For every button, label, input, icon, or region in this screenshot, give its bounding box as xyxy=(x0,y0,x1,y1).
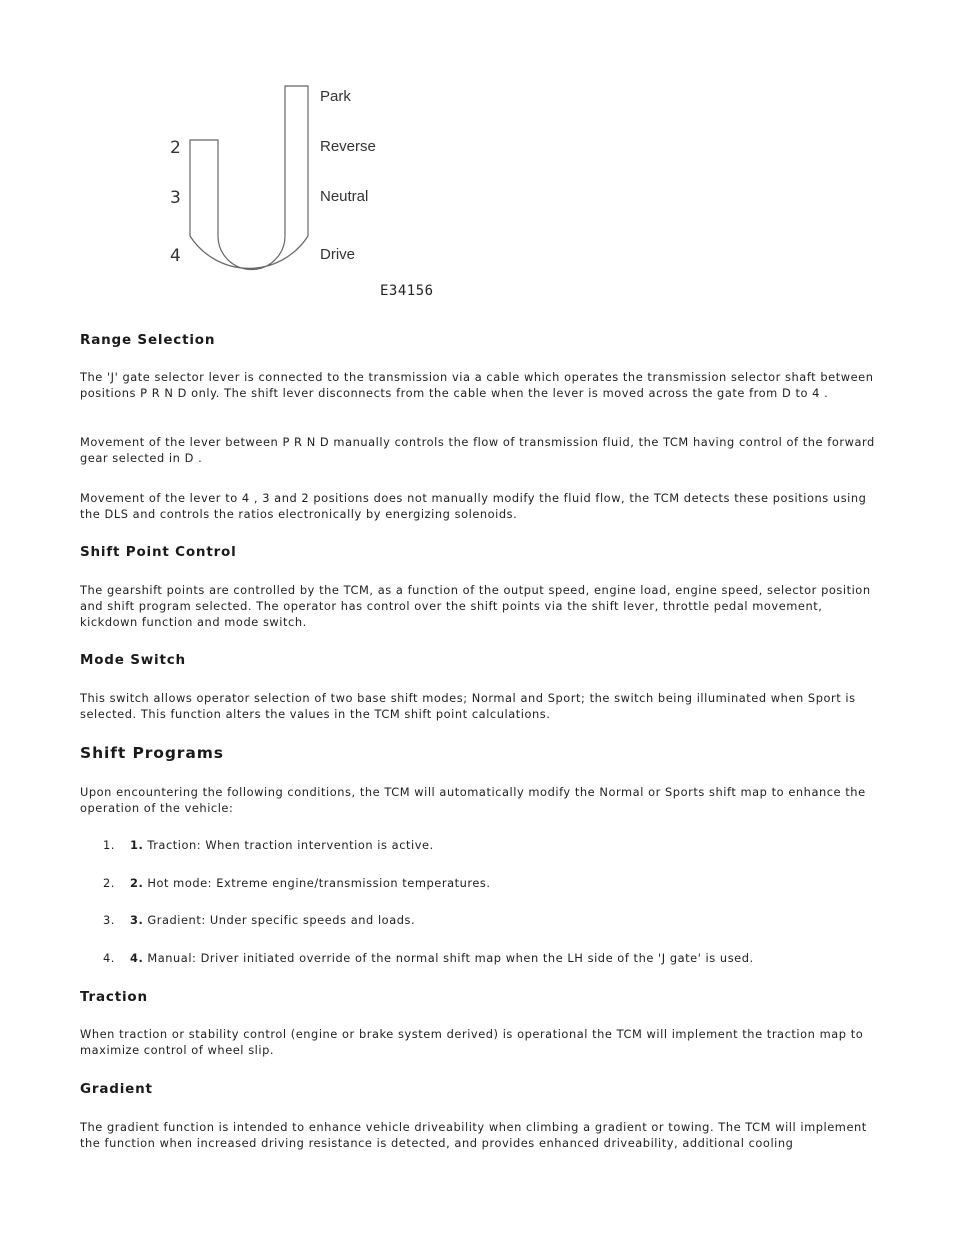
list-item-number: 2. xyxy=(103,876,115,890)
gear-number-4: 4 xyxy=(170,246,181,266)
mode-switch-section xyxy=(80,652,880,668)
list-item-inner-number: 3. xyxy=(130,913,144,927)
shift-programs-heading: Shift Programs xyxy=(80,744,224,762)
range-selection-para-3-wrap xyxy=(80,490,880,522)
gradient-para-wrap xyxy=(80,1119,880,1151)
list-item-number: 1. xyxy=(103,838,115,852)
list-item-inner-number: 1. xyxy=(130,838,144,852)
list-item-number: 4. xyxy=(103,951,115,965)
position-label-park: Park xyxy=(320,88,351,105)
gradient-section xyxy=(80,1081,880,1097)
position-label-drive: Drive xyxy=(320,246,356,263)
list-item-number: 3. xyxy=(103,913,115,927)
shift-point-control-heading: Shift Point Control xyxy=(80,544,237,560)
range-selection-para-2-wrap xyxy=(80,434,880,466)
traction-section xyxy=(80,989,880,1005)
traction-para-wrap xyxy=(80,1026,880,1058)
traction-heading: Traction xyxy=(80,989,148,1005)
gear-number-2: 2 xyxy=(170,138,181,158)
shift-point-control-para-wrap xyxy=(80,582,880,630)
traction-paragraph: When traction or stability control (engine or brake system derived) is operational the TCM will implement the traction map to maximize control of wheel slip. xyxy=(80,1027,864,1057)
range-selection-paragraph-1: The 'J' gate selector lever is connected to the transmission via a cable which operates the transmission selector shaft between positions P R N D only. The shift lever disconnects from the cable when the lever is moved across the gate from D to 4 . xyxy=(80,370,874,400)
range-selection-para-1-wrap xyxy=(80,369,880,401)
position-label-reverse: Reverse xyxy=(320,138,376,155)
range-selection-heading: Range Selection xyxy=(80,332,216,348)
list-item-text: Hot mode: Extreme engine/transmission temperatures. xyxy=(147,876,491,890)
list-item-text: Manual: Driver initiated override of the normal shift map when the LH side of the 'J gate' is used. xyxy=(147,951,754,965)
gradient-heading: Gradient xyxy=(80,1081,153,1097)
shift-point-control-paragraph: The gearshift points are controlled by the TCM, as a function of the output speed, engine load, engine speed, selector position and shift program selected. The operator has control over the shift points via the shift lever, throttle pedal movement, kickdown function and mode switch. xyxy=(80,583,871,629)
list-item-text: Gradient: Under specific speeds and loads. xyxy=(147,913,416,927)
list-item-text: Traction: When traction intervention is active. xyxy=(147,838,434,852)
range-selection-section xyxy=(80,332,880,348)
range-selection-paragraph-2: Movement of the lever between P R N D manually controls the flow of transmission fluid, the TCM having control of the forward gear selected in D . xyxy=(80,435,875,465)
position-label-neutral: Neutral xyxy=(320,188,369,205)
mode-switch-para-wrap xyxy=(80,690,880,722)
gear-number-3: 3 xyxy=(170,188,181,208)
mode-switch-paragraph: This switch allows operator selection of two base shift modes; Normal and Sport; the switch being illuminated when Sport is selected. This function alters the values in the TCM shift point calculations. xyxy=(80,691,856,721)
figure-id: E34156 xyxy=(380,283,434,299)
list-item xyxy=(80,838,434,852)
list-item xyxy=(80,913,415,927)
mode-switch-heading: Mode Switch xyxy=(80,652,186,668)
shift-programs-section xyxy=(80,744,880,762)
j-gate-outline xyxy=(160,76,460,306)
list-item xyxy=(80,951,754,965)
list-item xyxy=(80,876,491,890)
j-gate-diagram xyxy=(160,76,460,306)
gradient-paragraph: The gradient function is intended to enhance vehicle driveability when climbing a gradient or towing. The TCM will implement the function when increased driving resistance is detected, and provides enhanced driveability, additional cooling xyxy=(80,1120,867,1150)
shift-point-control-section xyxy=(80,544,880,560)
shift-programs-para-wrap xyxy=(80,784,880,816)
range-selection-paragraph-3: Movement of the lever to 4 , 3 and 2 positions does not manually modify the fluid flow, the TCM detects these positions using the DLS and controls the ratios electronically by energizing solenoids. xyxy=(80,491,867,521)
list-item-inner-number: 2. xyxy=(130,876,144,890)
shift-programs-paragraph: Upon encountering the following conditions, the TCM will automatically modify the Normal or Sports shift map to enhance the operation of the vehicle: xyxy=(80,785,866,815)
list-item-inner-number: 4. xyxy=(130,951,144,965)
